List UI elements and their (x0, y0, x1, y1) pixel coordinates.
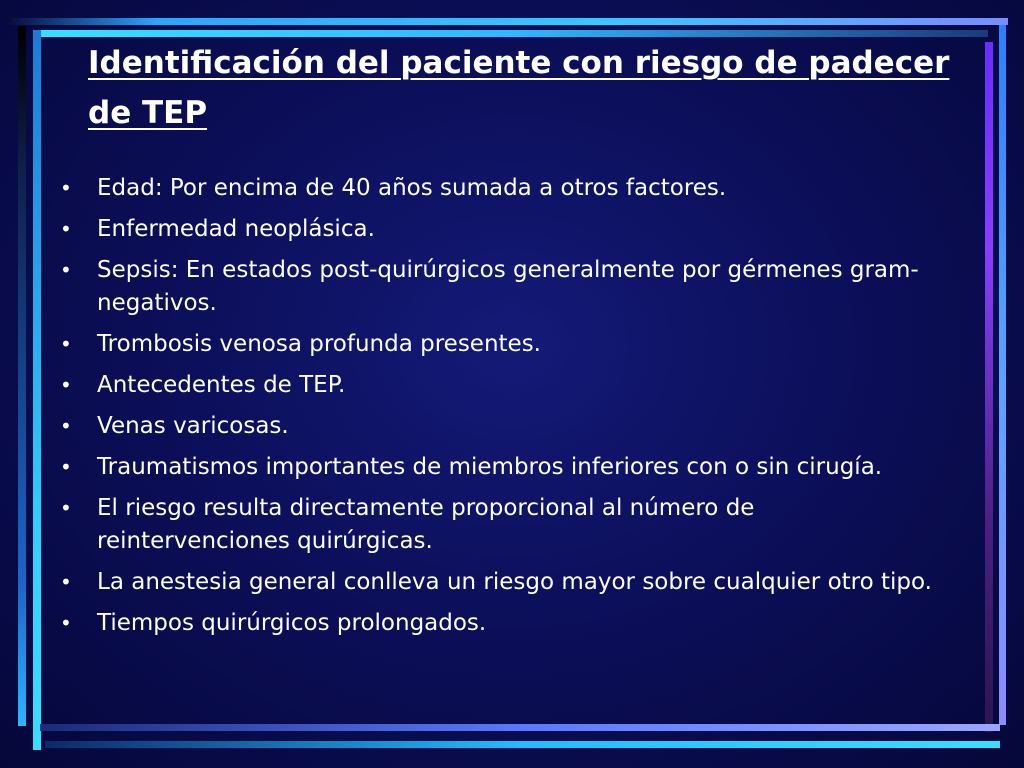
bullet-text: Traumatismos importantes de miembros inferiores con o sin cirugía. (97, 454, 883, 480)
bullet-dot-icon: • (60, 332, 72, 356)
bullet-item (60, 254, 950, 320)
frame-bar-top-outer (8, 18, 1008, 25)
bullet-dot-icon: • (60, 611, 72, 635)
frame-bar-right-outer (999, 25, 1006, 725)
bullet-dot-icon: • (60, 217, 72, 241)
bullet-text: Trombosis venosa profunda presentes. (97, 331, 541, 357)
frame-bar-left-outer (18, 26, 26, 726)
bullet-item (60, 607, 950, 640)
bullet-item (60, 213, 950, 246)
bullet-item (60, 328, 950, 361)
bullet-dot-icon: • (60, 496, 72, 520)
bullet-text: Antecedentes de TEP. (97, 372, 346, 398)
bullet-text: Sepsis: En estados post-quirúrgicos generalmente por gérmenes gram-negativos. (97, 257, 919, 316)
bullet-dot-icon: • (60, 373, 72, 397)
bullet-dot-icon: • (60, 176, 72, 200)
frame-bar-bottom-inner (45, 741, 1000, 748)
frame-bar-bottom-outer (40, 724, 1000, 731)
bullet-item (60, 451, 950, 484)
bullet-dot-icon: • (60, 570, 72, 594)
bullet-item (60, 566, 950, 599)
bullet-dot-icon: • (60, 414, 72, 438)
bullet-dot-icon: • (60, 455, 72, 479)
frame-bar-top-inner (38, 30, 988, 37)
bullet-text: Edad: Por encima de 40 años sumada a otros factores. (97, 175, 727, 201)
bullet-item (60, 369, 950, 402)
bullet-item (60, 492, 950, 558)
bullet-text: Venas varicosas. (97, 413, 289, 439)
bullet-item (60, 172, 950, 205)
slide-title: Identificación del paciente con riesgo de padecer de TEP (88, 45, 950, 131)
bullet-dot-icon: • (60, 258, 72, 282)
bullet-text: Tiempos quirúrgicos prolongados. (97, 610, 487, 636)
bullet-list (60, 172, 950, 648)
bullet-text: El riesgo resulta directamente proporcional al número de reintervenciones quirúrgicas. (97, 495, 755, 554)
frame-bar-right-inner (985, 42, 993, 732)
bullet-item (60, 410, 950, 443)
frame-bar-left-inner (33, 30, 41, 750)
bullet-text: La anestesia general conlleva un riesgo mayor sobre cualquier otro tipo. (97, 569, 932, 595)
bullet-text: Enfermedad neoplásica. (97, 216, 375, 242)
